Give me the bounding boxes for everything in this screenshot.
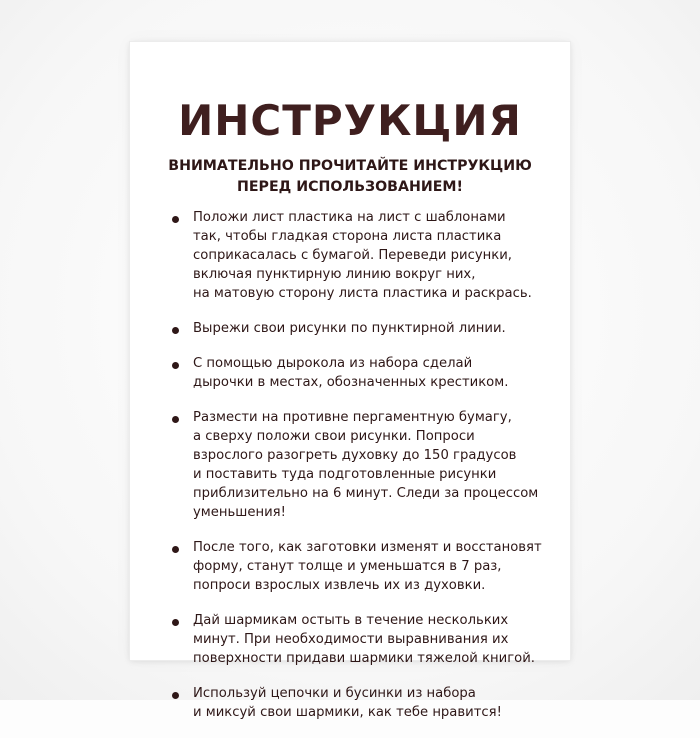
text-line: После того, как заготовки изменят и восстановят <box>193 540 542 555</box>
subtitle-line-2: ПЕРЕД ИСПОЛЬЗОВАНИЕМ! <box>236 179 463 195</box>
subtitle-line-1: ВНИМАТЕЛЬНО ПРОЧИТАЙТЕ ИНСТРУКЦИЮ <box>168 158 532 174</box>
text-line: Вырежи свои рисунки по пунктирной линии. <box>193 321 506 336</box>
instruction-item-7 <box>172 684 562 722</box>
bullet-icon <box>172 692 179 699</box>
instruction-item-5 <box>172 538 562 595</box>
text-line: на матовую сторону листа пластика и раскрась. <box>193 286 532 301</box>
instruction-item-2 <box>172 319 562 338</box>
instruction-item-1 <box>172 208 562 303</box>
instruction-item-4 <box>172 408 562 522</box>
page-title: ИНСТРУКЦИЯ <box>178 96 522 145</box>
text-line: Используй цепочки и бусинки из набора <box>193 686 476 701</box>
instruction-text <box>193 611 562 668</box>
text-line: поверхности придави шармики тяжелой книгой. <box>193 651 535 666</box>
text-line: Размести на противне пергаментную бумагу, <box>193 410 512 425</box>
instruction-text <box>193 684 562 722</box>
bullet-icon <box>172 619 179 626</box>
instruction-text <box>193 538 562 595</box>
bullet-icon <box>172 327 179 334</box>
bullet-icon <box>172 216 179 223</box>
text-line: Дай шармикам остыть в течение нескольких <box>193 613 509 628</box>
instruction-sheet <box>130 42 570 720</box>
text-line: и поставить туда подготовленные рисунки <box>193 467 497 482</box>
text-line: уменьшения! <box>193 505 286 520</box>
instruction-text <box>193 208 562 303</box>
instruction-text <box>193 319 562 338</box>
instruction-text <box>193 354 562 392</box>
text-line: дырочки в местах, обозначенных крестиком. <box>193 375 509 390</box>
text-line: соприкасалась с бумагой. Переведи рисунки, <box>193 248 512 263</box>
text-line: приблизительно на 6 минут. Следи за процессом <box>193 486 539 501</box>
instruction-item-6 <box>172 611 562 668</box>
text-line: включая пунктирную линию вокруг них, <box>193 267 476 282</box>
instruction-text <box>193 408 562 522</box>
text-line: взрослого разогреть духовку до 150 градусов <box>193 448 517 463</box>
text-line: попроси взрослых извлечь их из духовки. <box>193 578 486 593</box>
text-line: и миксуй свои шармики, как тебе нравится! <box>193 705 502 720</box>
text-line: минут. При необходимости выравнивания их <box>193 632 509 647</box>
warning-subtitle <box>164 156 536 198</box>
text-line: Положи лист пластика на лист с шаблонами <box>193 210 506 225</box>
instruction-item-3 <box>172 354 562 392</box>
bullet-icon <box>172 416 179 423</box>
text-line: форму, станут толще и уменьшатся в 7 раз, <box>193 559 502 574</box>
text-line: а сверху положи свои рисунки. Попроси <box>193 429 475 444</box>
text-line: так, чтобы гладкая сторона листа пластика <box>193 229 502 244</box>
text-line: С помощью дырокола из набора сделай <box>193 356 473 371</box>
bullet-icon <box>172 546 179 553</box>
instruction-list <box>172 208 562 738</box>
bullet-icon <box>172 362 179 369</box>
